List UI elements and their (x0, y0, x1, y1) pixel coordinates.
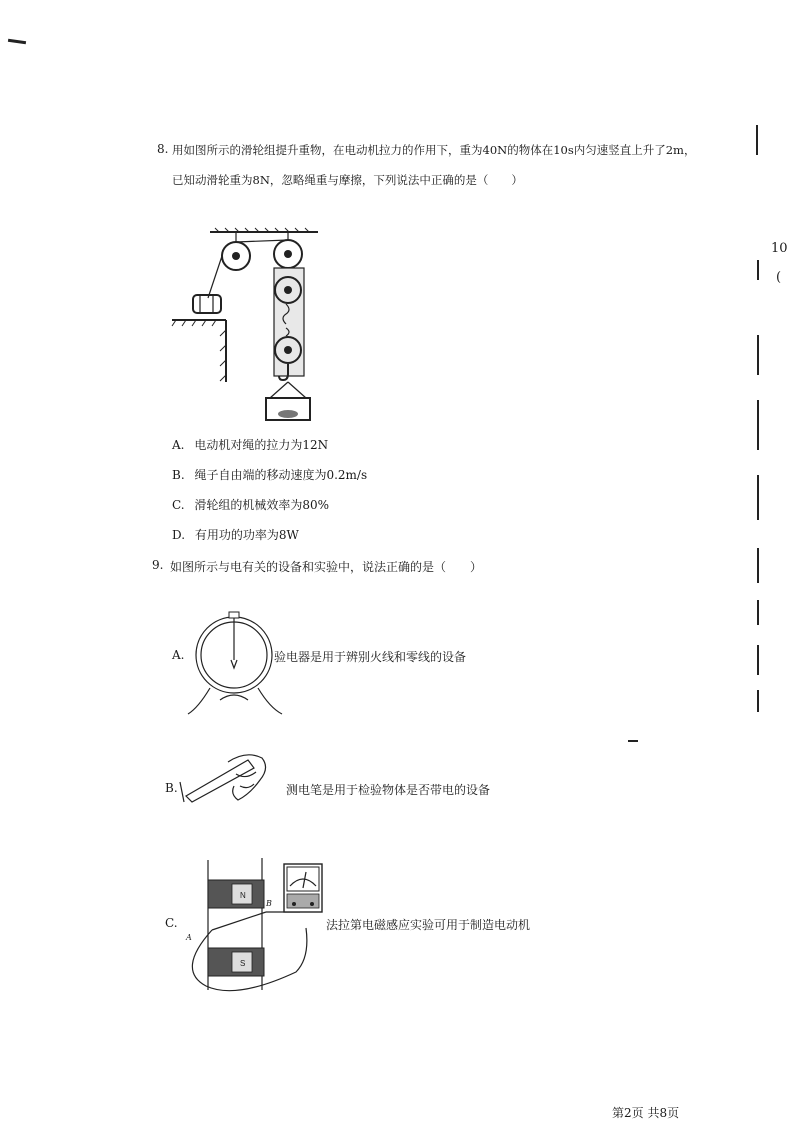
q9-option-b-text: 测电笔是用于检验物体是否带电的设备 (286, 783, 491, 797)
margin-question-number: 10 (771, 241, 788, 256)
margin-paren: ( (776, 270, 782, 285)
option-label: C. (172, 498, 185, 512)
q9-option-c-text: 法拉第电磁感应实验可用于制造电动机 (326, 918, 531, 932)
q9-option-a-label: A. (172, 648, 185, 662)
q9-option-a-text: 验电器是用于辨别火线和零线的设备 (274, 650, 467, 664)
option-text: 电动机对绳的拉力为12N (194, 438, 329, 452)
magnet-s-label: S (240, 959, 246, 968)
point-a-label: A (186, 933, 192, 942)
magnet-n-label: N (240, 891, 246, 900)
page-footer: 第2页 共8页 (612, 1106, 680, 1120)
q8-stem-line1: 用如图所示的滑轮组提升重物，在电动机拉力的作用下，重为40N的物体在10s内匀速竖直上升了2m， (172, 143, 696, 157)
q9-option-b-label: B. (165, 781, 178, 795)
q9-number: 9. (152, 558, 164, 572)
q8-stem-line2: 已知动滑轮重为8N，忽略绳重与摩擦，下列说法中正确的是（ ） (172, 173, 523, 187)
q9-stem: 如图所示与电有关的设备和实验中，说法正确的是（ ） (170, 560, 483, 574)
option-text: 绳子自由端的移动速度为0.2m/s (194, 468, 368, 482)
q8-number: 8. (157, 142, 169, 156)
option-text: 有用功的功率为8W (194, 528, 299, 542)
point-b-label: B (266, 899, 272, 908)
q9-option-c-label: C. (165, 916, 178, 930)
option-label: D. (172, 528, 186, 542)
option-text: 滑轮组的机械效率为80% (194, 498, 330, 512)
option-label: A. (172, 438, 185, 452)
option-label: B. (172, 468, 185, 482)
